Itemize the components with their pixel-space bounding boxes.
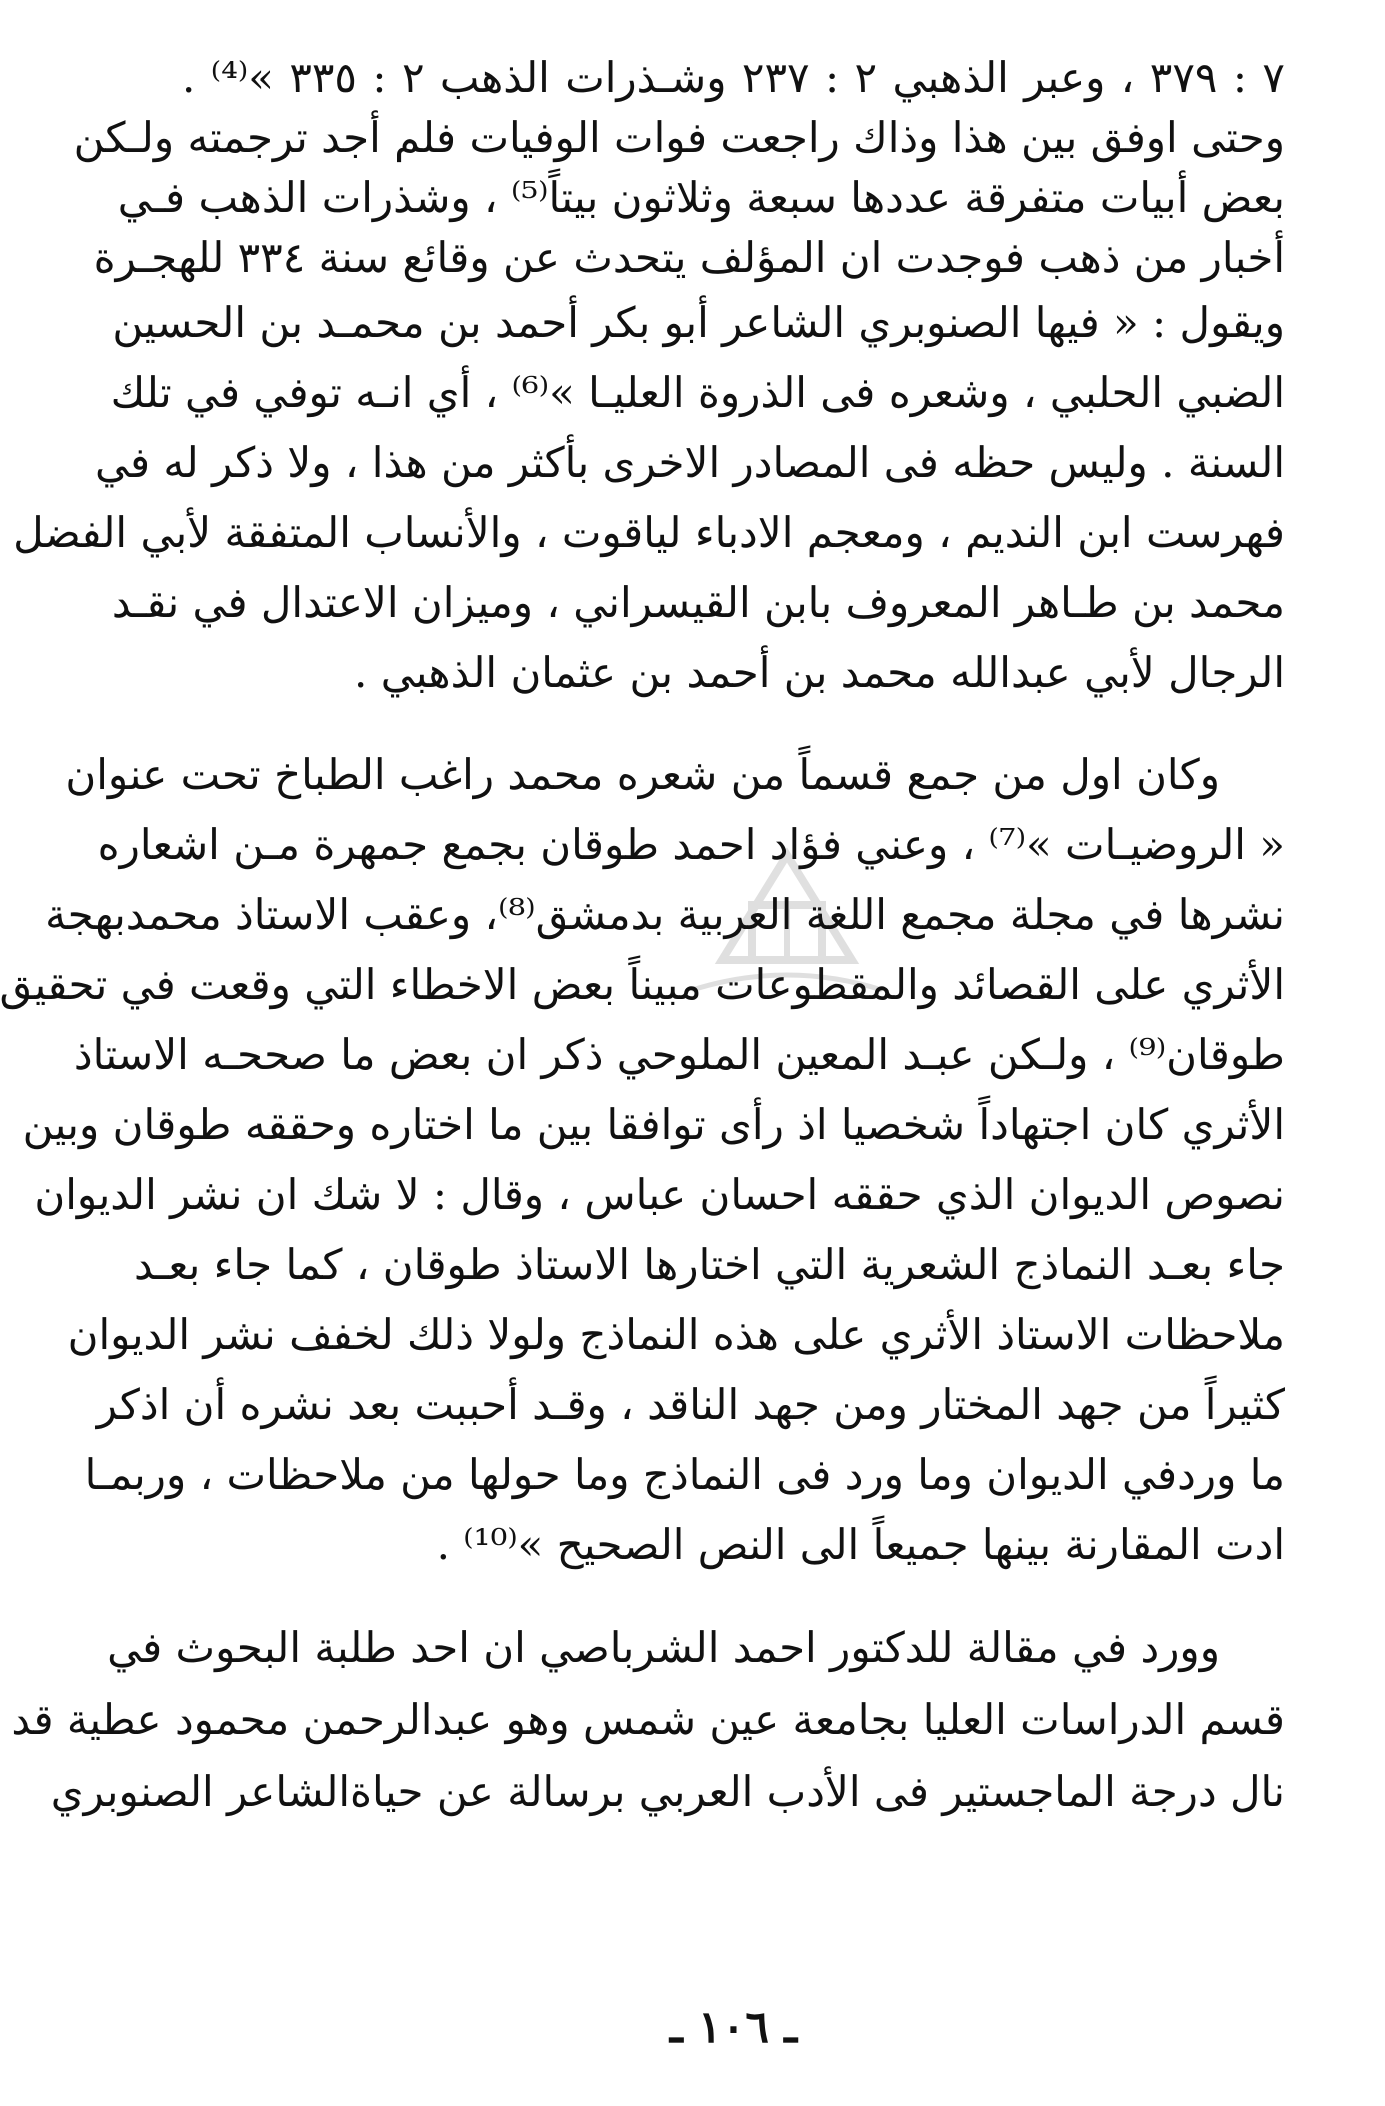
text-line-20: كثيراً من جهد المختار ومن جهد الناقد ، وقـد أحببت بعد نشره أن اذكر [96, 1380, 1285, 1429]
text-line-17: نصوص الديوان الذي حققه احسان عباس ، وقال : لا شك ان نشر الديوان [34, 1170, 1285, 1219]
text-line-8: فهرست ابن النديم ، ومعجم الادباء لياقوت ، والأنساب المتفقة لأبي الفضل [13, 508, 1285, 557]
text-line-16: الأثري كان اجتهاداً شخصيا اذ رأى توافقا بين ما اختاره وحققه طوقان وبين [22, 1100, 1285, 1149]
text-line-25: نال درجة الماجستير فى الأدب العربي برسالة عن حياةالشاعر الصنوبري [50, 1767, 1285, 1816]
text-line-3: بعض أبيات متفرقة عددها سبعة وثلاثون بيتاً⁽⁵⁾ ، وشذرات الذهب فـي [117, 173, 1285, 222]
text-line-7: السنة . وليس حظه فى المصادر الاخرى بأكثر من هذا ، ولا ذكر له في [94, 438, 1285, 487]
text-line-10: الرجال لأبي عبدالله محمد بن أحمد بن عثمان الذهبي . [354, 648, 1285, 697]
text-line-2: وحتى اوفق بين هذا وذاك راجعت فوات الوفيات فلم أجد ترجمته ولـكن [73, 113, 1285, 162]
text-line-9: محمد بن طـاهر المعروف بابن القيسراني ، وميزان الاعتدال في نقـد [111, 578, 1285, 627]
text-line-18: جاء بعـد النماذج الشعرية التي اختارها الاستاذ طوقان ، كما جاء بعـد [133, 1240, 1285, 1289]
text-line-24: قسم الدراسات العليا بجامعة عين شمس وهو عبدالرحمن محمود عطية قد [11, 1695, 1285, 1744]
text-line-15: طوقان⁽⁹⁾ ، ولـكن عبـد المعين الملوحي ذكر ان بعض ما صححـه الاستاذ [73, 1030, 1285, 1079]
text-line-12: « الروضيـات »⁽⁷⁾ ، وعني فؤاد احمد طوقان بجمع جمهرة مـن اشعاره [97, 820, 1285, 869]
text-line-23: وورد في مقالة للدكتور احمد الشرباصي ان احد طلبة البحوث في [107, 1623, 1220, 1672]
text-line-6: الضبي الحلبي ، وشعره فى الذروة العليـا »⁽⁶⁾ ، أي انـه توفي في تلك [110, 368, 1285, 417]
text-line-4: أخبار من ذهب فوجدت ان المؤلف يتحدث عن وقائع سنة ٣٣٤ للهجـرة [93, 233, 1285, 282]
text-line-14: الأثري على القصائد والمقطوعات مبيناً بعض الاخطاء التي وقعت في تحقيق [0, 960, 1285, 1009]
text-line-1: ٧ : ٣٧٩ ، وعبر الذهبي ٢ : ٢٣٧ وشـذرات الذهب ٢ : ٣٣٥ »⁽⁴⁾ . [182, 53, 1285, 102]
text-line-5: ويقول : « فيها الصنوبري الشاعر أبو بكر أحمد بن محمـد بن الحسين [112, 298, 1285, 347]
page-number: ـ ١٠٦ ـ [669, 2002, 798, 2053]
text-line-22: ادت المقارنة بينها جميعاً الى النص الصحيح »⁽¹⁰⁾ . [436, 1520, 1285, 1569]
text-line-11: وكان اول من جمع قسماً من شعره محمد راغب الطباخ تحت عنوان [65, 750, 1220, 799]
text-line-21: ما وردفي الديوان وما ورد فى النماذج وما حولها من ملاحظات ، وربمـا [84, 1450, 1285, 1499]
text-line-19: ملاحظات الاستاذ الأثري على هذه النماذج ولولا ذلك لخفف نشر الديوان [67, 1310, 1285, 1359]
text-line-13: نشرها في مجلة مجمع اللغة العربية بدمشق⁽⁸⁾، وعقب الاستاذ محمدبهجة [45, 890, 1285, 939]
